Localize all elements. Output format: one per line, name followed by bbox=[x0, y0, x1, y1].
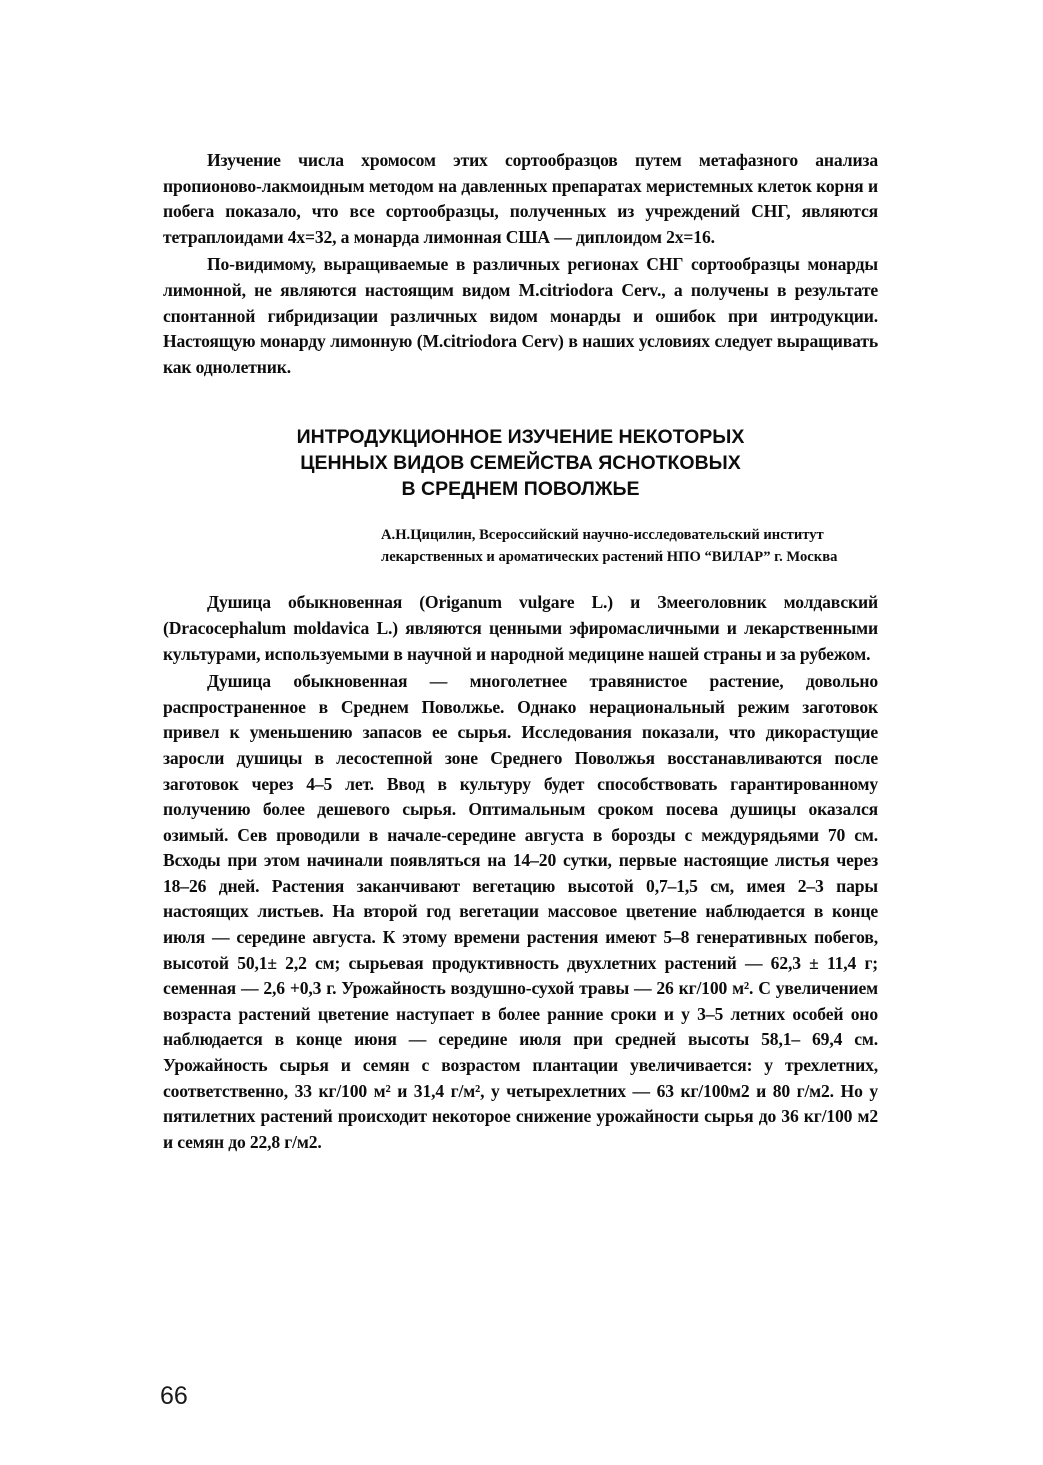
article-title-line: В СРЕДНЕМ ПОВОЛЖЬЕ bbox=[401, 478, 640, 501]
article-title-line: ЦЕННЫХ ВИДОВ СЕМЕЙСТВА ЯСНОТКОВЫХ bbox=[300, 452, 741, 475]
paragraph-chromosome-study: Изучение числа хромосом этих сортообразцов путем метафазного анализа пропионово-лакмоидным методом на давленных препаратах меристемных клеток корня и побега показало, что все сортообразцы, полученных из учреждений СНГ, являются тетраплоидами 4х=32, а монарда лимонная США — диплоидом 2х=16. bbox=[163, 150, 878, 247]
article-body bbox=[163, 590, 878, 1155]
paragraph-introduction: Душица обыкновенная (Origanum vulgare L.) и Змееголовник молдавский (Dracocephalum moldavica L.) являются ценными эфиромасличными и лекарственными культурами, используемыми в научной и народной медицине нашей страны и за рубежом. bbox=[163, 592, 878, 664]
article-title bbox=[163, 424, 878, 502]
paragraph-monarda-conclusion: По-видимому, выращиваемые в различных регионах СНГ сортообразцы монарды лимонной, не являются настоящим видом M.citriodora Cerv., а получены в результате спонтанной гибридизации различных видом монарды и ошибок при интродукции. Настоящую монарду лимонную (M.citriodora Cerv) в наших условиях следует выращивать как однолетник. bbox=[163, 254, 878, 377]
page-text-block bbox=[163, 148, 878, 1155]
paragraph-origanum-study: Душица обыкновенная — многолетнее травянистое растение, довольно распространенное в Среднем Поволжье. Однако нерациональный режим заготовок привел к уменьшению запасов ее сырья. Исследования показали, что дикорастущие заросли душицы в лесостепной зоне Среднего Поволжья восстанавливаются после заготовок через 4–5 лет. Ввод в культуру будет способствовать гарантированному получению более дешевого сырья. Оптимальным сроком посева душицы оказался озимый. Сев проводили в начале-середине августа в борозды с междурядьями 70 см. Всходы при этом начинали появляться на 14–20 сутки, первые настоящие листья через 18–26 дней. Растения заканчивают вегетацию высотой 0,7–1,5 см, имея 2–3 пары настоящих листьев. На второй год вегетации массовое цветение наблюдается в конце июля — середине августа. К этому времени растения имеют 5–8 генеративных побегов, высотой 50,1± 2,2 см; сырьевая продуктивность двухлетних растений — 62,3 ± 11,4 г; семенная — 2,6 +0,3 г. Урожайность воздушно-сухой травы — 26 кг/100 м². С увеличением возраста растений цветение наступает в более ранние сроки и у 3–5 летних особей оно наблюдается в конце июня — середине июля при средней высоты 58,1– 69,4 см. Урожайность сырья и семян с возрастом плантации увеличивается: у трехлетних, соответственно, 33 кг/100 м² и 31,4 г/м², у четырехлетних — 63 кг/100м2 и 80 г/м2. Но у пятилетних растений происходит некоторое снижение урожайности сырья до 36 кг/100 м2 и семян до 22,8 г/м2. bbox=[163, 671, 878, 1152]
page-number: 66 bbox=[160, 1382, 188, 1410]
article-title-line: ИНТРОДУКЦИОННОЕ ИЗУЧЕНИЕ НЕКОТОРЫХ bbox=[296, 426, 745, 449]
article-author: А.Н.Цицилин, Всероссийский научно-исследовательский институт лекарственных и ароматических растений НПО “ВИЛАР” г. Москва bbox=[381, 527, 838, 566]
